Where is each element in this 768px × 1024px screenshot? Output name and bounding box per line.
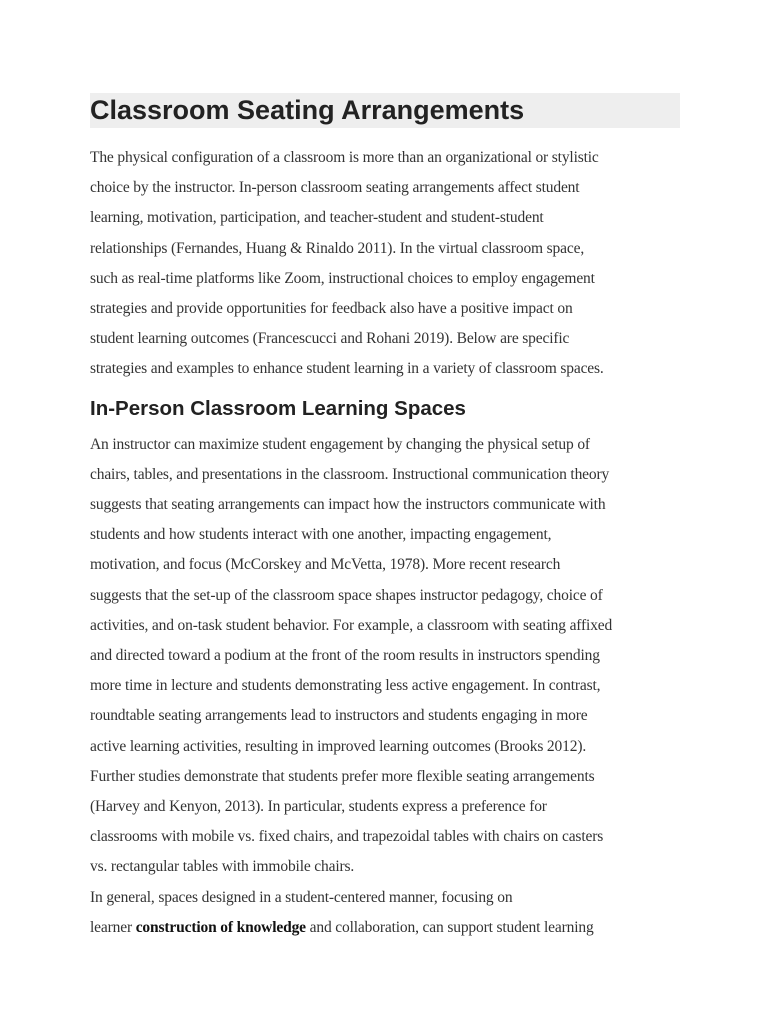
- intro-line: such as real-time platforms like Zoom, instructional choices to employ engagement: [90, 269, 595, 287]
- section-line: and directed toward a podium at the front of the room results in instructors spending: [90, 647, 600, 665]
- emphasized-term: construction of knowledge: [135, 918, 306, 936]
- section-line: active learning activities, resulting in improved learning outcomes (Brooks 2012).: [90, 737, 587, 755]
- section-line: more time in lecture and students demonstrating less active engagement. In contrast,: [90, 677, 601, 695]
- section-line: suggests that seating arrangements can impact how the instructors communicate with: [90, 496, 606, 514]
- section-line: vs. rectangular tables with immobile chairs.: [90, 858, 355, 876]
- section-heading: In-Person Classroom Learning Spaces: [90, 396, 466, 420]
- page-title: Classroom Seating Arrangements: [90, 93, 680, 128]
- closing-line-with-emphasis: [90, 913, 680, 943]
- section-line: (Harvey and Kenyon, 2013). In particular, students express a preference for: [90, 798, 547, 816]
- closing-line: In general, spaces designed in a student-centered manner, focusing on: [90, 888, 513, 906]
- intro-line: The physical configuration of a classroom is more than an organizational or stylistic: [90, 149, 599, 166]
- intro-line: strategies and provide opportunities for feedback also have a positive impact on: [90, 300, 573, 318]
- section-line: roundtable seating arrangements lead to instructors and students engaging in more: [90, 707, 588, 725]
- section-line: activities, and on-task student behavior. For example, a classroom with seating affixed: [90, 616, 613, 634]
- section-line: classrooms with mobile vs. fixed chairs, and trapezoidal tables with chairs on casters: [90, 828, 604, 846]
- section-line: An instructor can maximize student engagement by changing the physical setup of: [90, 435, 590, 453]
- intro-line: relationships (Fernandes, Huang & Rinaldo 2011). In the virtual classroom space,: [90, 239, 585, 257]
- section-line: students and how students interact with one another, impacting engagement,: [90, 526, 552, 544]
- section-line: Further studies demonstrate that students prefer more flexible seating arrangements: [90, 767, 595, 785]
- closing-paragraph: [90, 883, 680, 943]
- intro-line: choice by the instructor. In-person classroom seating arrangements affect student: [90, 179, 580, 197]
- section-line: chairs, tables, and presentations in the classroom. Instructional communication theory: [90, 465, 610, 483]
- intro-paragraph: [90, 143, 680, 385]
- section-line: motivation, and focus (McCorskey and McVetta, 1978). More recent research: [90, 556, 561, 574]
- intro-line: student learning outcomes (Francescucci and Rohani 2019). Below are specific: [90, 330, 570, 348]
- section-line: suggests that the set-up of the classroom space shapes instructor pedagogy, choice of: [90, 586, 603, 604]
- intro-line: learning, motivation, participation, and teacher-student and student-student: [90, 209, 544, 227]
- closing-line-suffix: and collaboration, can support student learning: [305, 918, 594, 936]
- closing-line-prefix: learner: [90, 918, 136, 936]
- document-content: [90, 93, 680, 943]
- intro-line: strategies and examples to enhance student learning in a variety of classroom spaces.: [90, 360, 604, 378]
- section-paragraph: [90, 430, 680, 883]
